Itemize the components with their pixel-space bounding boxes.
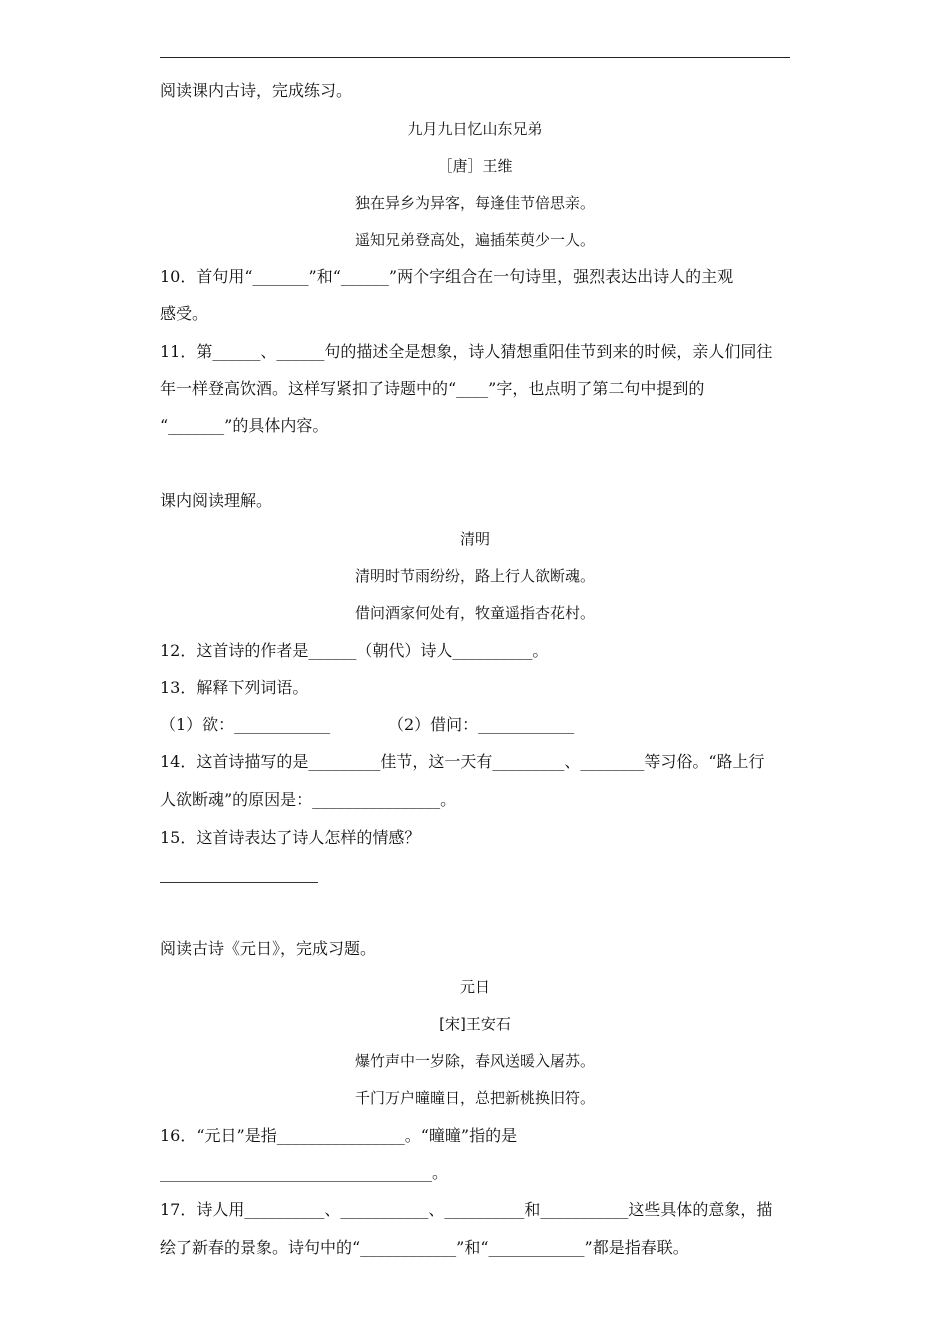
poem3-line1: 爆竹声中一岁除，春风送暖入屠苏。 (354, 1052, 595, 1070)
question-13-sub2: （2）借问：____________ (388, 715, 575, 734)
question-16-line2: __________________________________。 (160, 1163, 449, 1182)
question-17-line2: 绘了新春的景象。诗句中的“____________”和“____________”都是指春联。 (160, 1238, 689, 1257)
question-12: 12．这首诗的作者是______（朝代）诗人__________。 (160, 641, 549, 660)
answer-blank-15 (160, 882, 318, 883)
question-15: 15．这首诗表达了诗人怎样的情感？ (160, 828, 421, 847)
section2-intro: 课内阅读理解。 (160, 491, 273, 510)
question-14-line1: 14．这首诗描写的是_________佳节，这一天有_________、________等习俗。“路上行 (160, 752, 765, 771)
poem1-line1: 独在异乡为异客，每逢佳节倍思亲。 (354, 194, 595, 212)
question-13-sub1: （1）欲：____________ (160, 715, 331, 734)
question-11-line3: “_______”的具体内容。 (160, 416, 329, 435)
poem3-title: 元日 (459, 978, 490, 996)
poem2-line2: 借问酒家何处有，牧童遥指杏花村。 (354, 604, 595, 622)
poem3-author: [宋]王安石 (439, 1015, 511, 1033)
section3-intro: 阅读古诗《元日》，完成习题。 (160, 939, 377, 958)
poem1-title: 九月九日忆山东兄弟 (407, 120, 543, 138)
question-11-line2: 年一样登高饮酒。这样写紧扣了诗题中的“____”字，也点明了第二句中提到的 (160, 379, 705, 398)
poem2-title: 清明 (459, 530, 490, 548)
header-rule (160, 57, 790, 58)
poem3-line2: 千门万户曈曈日，总把新桃换旧符。 (354, 1089, 595, 1107)
question-17-line1: 17．诗人用__________、___________、__________和___________这些具体的意象，描 (160, 1200, 773, 1219)
section1-intro: 阅读课内古诗，完成练习。 (160, 81, 353, 100)
poem1-author: ［唐］王维 (437, 157, 513, 175)
question-16-line1: 16．“元日”是指________________。“曈曈”指的是 (160, 1126, 518, 1145)
question-10-line1: 10．首句用“_______”和“______”两个字组合在一句诗里，强烈表达出诗人的主观 (160, 267, 734, 286)
poem1-line2: 遥知兄弟登高处，遍插茱萸少一人。 (354, 231, 595, 249)
poem2-line1: 清明时节雨纷纷，路上行人欲断魂。 (354, 567, 595, 585)
question-11-line1: 11．第______、______句的描述全是想象，诗人猜想重阳佳节到来的时候，亲人们同往 (160, 342, 773, 361)
question-10-line2: 感受。 (160, 304, 209, 323)
question-14-line2: 人欲断魂”的原因是：________________。 (160, 790, 457, 809)
question-13: 13．解释下列词语。 (160, 678, 309, 697)
